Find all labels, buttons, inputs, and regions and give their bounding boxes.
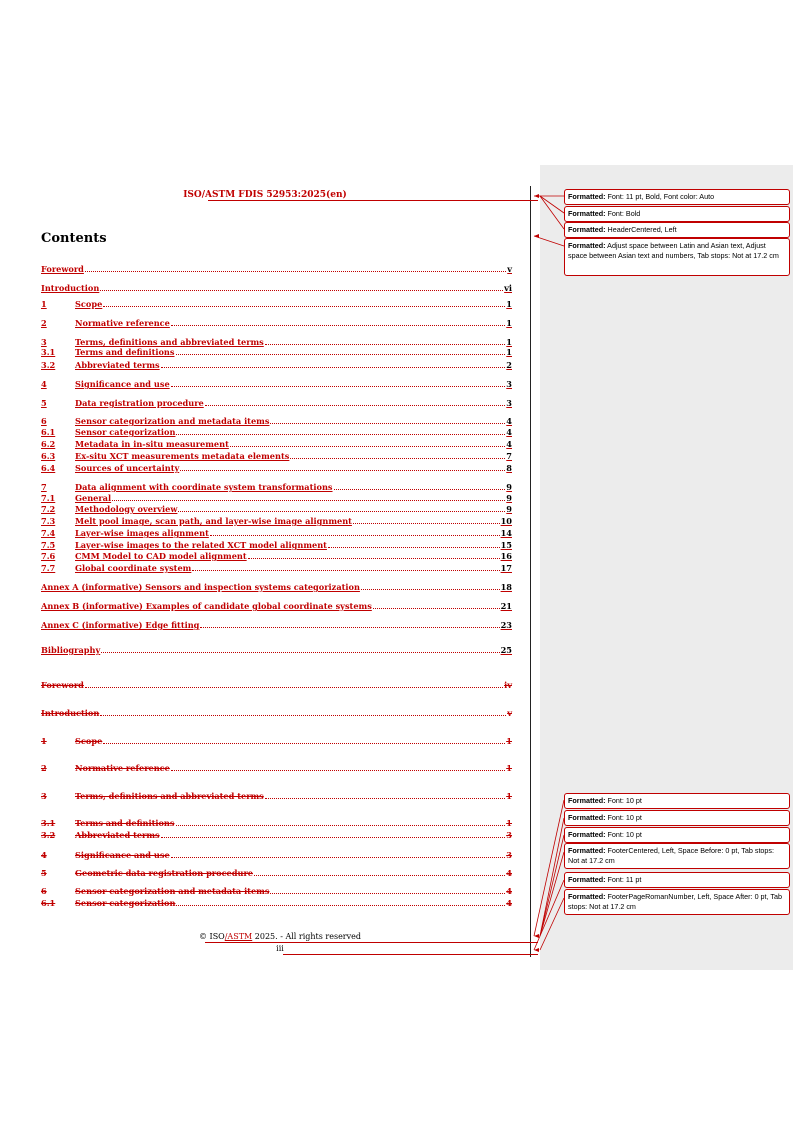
balloon-label: Formatted: bbox=[568, 225, 606, 234]
toc-entry-title: Abbreviated terms bbox=[75, 830, 160, 840]
toc-entry-title: CMM Model to CAD model alignment bbox=[75, 551, 247, 561]
toc-entry-page: 16 bbox=[500, 551, 512, 561]
connector-line bbox=[540, 196, 564, 229]
balloon-text: Font: 10 pt bbox=[605, 830, 642, 839]
footer-rights: 2025. - All rights reserved bbox=[252, 932, 362, 941]
toc-entry-number: 6.3 bbox=[41, 451, 56, 461]
toc-entry-title: Annex B (informative) Examples of candidate global coordinate systems bbox=[41, 601, 372, 611]
connector-line bbox=[540, 835, 564, 936]
toc-entry-page: 14 bbox=[500, 528, 512, 538]
toc-entry-number: 7.3 bbox=[41, 516, 56, 526]
toc-entry-page: 7 bbox=[506, 451, 512, 461]
toc-entry-title: Annex A (informative) Sensors and inspection systems categorization bbox=[41, 582, 360, 592]
toc-entry-page: 17 bbox=[500, 563, 512, 573]
toc-entry-page: 3 bbox=[506, 379, 512, 389]
toc-entry-title: Abbreviated terms bbox=[75, 360, 160, 370]
balloon-label: Formatted: bbox=[568, 830, 606, 839]
toc-entry-number: 3.1 bbox=[41, 347, 56, 357]
toc-entry-number: 5 bbox=[41, 868, 47, 878]
toc-entry-title: Terms, definitions and abbreviated terms bbox=[75, 791, 264, 801]
toc-entry-title: Metadata in in-situ measurement bbox=[75, 439, 229, 449]
footer-inserted-text: /ASTM bbox=[224, 932, 253, 941]
connector-arrow bbox=[534, 194, 539, 198]
toc-entry-number: 5 bbox=[41, 398, 47, 408]
toc-entry-title: Terms and definitions bbox=[75, 347, 175, 357]
toc-entry-page: 9 bbox=[506, 482, 512, 492]
toc-entry-title: Layer-wise images to the related XCT model alignment bbox=[75, 540, 327, 550]
toc-entry-page: 4 bbox=[506, 886, 512, 896]
toc-entry-title: Layer-wise images alignment bbox=[75, 528, 209, 538]
balloon-text: Font: 10 pt bbox=[605, 813, 642, 822]
balloon-label: Formatted: bbox=[568, 892, 606, 901]
toc-entry-title: Bibliography bbox=[41, 645, 101, 655]
connector-arrow bbox=[534, 234, 539, 238]
toc-entry-number: 3 bbox=[41, 791, 47, 801]
toc-entry-title: Significance and use bbox=[75, 850, 170, 860]
toc-entry-title: Terms, definitions and abbreviated terms bbox=[75, 337, 264, 347]
balloon-text: Font: 10 pt bbox=[605, 796, 642, 805]
toc-entry-page: 23 bbox=[500, 620, 512, 630]
toc-entry-page: vi bbox=[504, 283, 512, 293]
balloon-text: Font: Bold bbox=[605, 209, 641, 218]
toc-entry-page: 3 bbox=[506, 398, 512, 408]
toc-entry-number: 3.2 bbox=[41, 360, 56, 370]
toc-entry-number: 6.1 bbox=[41, 898, 56, 908]
toc-entry-number: 7.6 bbox=[41, 551, 56, 561]
toc-entry-title: Significance and use bbox=[75, 379, 170, 389]
toc-entry-number: 6.2 bbox=[41, 439, 56, 449]
toc-entry-page: 3 bbox=[506, 830, 512, 840]
toc-entry-number: 4 bbox=[41, 379, 47, 389]
toc-entry-number: 6 bbox=[41, 416, 47, 426]
toc-entry-number: 6.4 bbox=[41, 463, 56, 473]
toc-entry-page: 1 bbox=[506, 337, 512, 347]
toc-entry-number: 6.1 bbox=[41, 427, 56, 437]
toc-entry-page: 1 bbox=[506, 347, 512, 357]
toc-entry-number: 2 bbox=[41, 763, 47, 773]
toc-entry-number: 7 bbox=[41, 482, 47, 492]
toc-entry-number: 7.4 bbox=[41, 528, 56, 538]
toc-entry-page: 9 bbox=[506, 493, 512, 503]
balloon-label: Formatted: bbox=[568, 875, 606, 884]
toc-entry-title: Annex C (informative) Edge fitting bbox=[41, 620, 200, 630]
balloon-text: Font: 11 pt, Bold, Font color: Auto bbox=[605, 192, 715, 201]
toc-entry-title: Global coordinate system bbox=[75, 563, 192, 573]
toc-entry-page: 4 bbox=[506, 868, 512, 878]
toc-entry-number: 7.2 bbox=[41, 504, 56, 514]
toc-entry-number: 1 bbox=[41, 299, 47, 309]
toc-entry-page: 9 bbox=[506, 504, 512, 514]
toc-entry-title: Normative reference bbox=[75, 763, 170, 773]
toc-entry-page: 1 bbox=[506, 299, 512, 309]
connector-arrow bbox=[534, 934, 539, 938]
balloon-label: Formatted: bbox=[568, 846, 606, 855]
balloon-label: Formatted: bbox=[568, 241, 606, 250]
connector-line bbox=[540, 196, 564, 213]
toc-entry-number: 6 bbox=[41, 886, 47, 896]
toc-entry-title: Introduction bbox=[41, 283, 100, 293]
balloon-label: Formatted: bbox=[568, 796, 606, 805]
toc-entry-title: Introduction bbox=[41, 708, 100, 718]
toc-entry-number: 3 bbox=[41, 337, 47, 347]
toc-entry-title: Scope bbox=[75, 299, 103, 309]
balloon-text: FooterPageRomanNumber, Left, Space After: 0 pt, Tab stops: Not at 17.2 cm bbox=[568, 892, 783, 911]
balloon-label: Formatted: bbox=[568, 209, 606, 218]
toc-entry-title: Scope bbox=[75, 736, 103, 746]
balloon-text: FooterCentered, Left, Space Before: 0 pt, Tab stops: Not at 17.2 cm bbox=[568, 846, 775, 865]
balloon-text: Font: 11 pt bbox=[605, 875, 642, 884]
toc-entry-title: Data alignment with coordinate system transformations bbox=[75, 482, 333, 492]
toc-entry-page: 21 bbox=[500, 601, 512, 611]
toc-entry-title: Foreword bbox=[41, 680, 84, 690]
toc-entry-title: Sensor categorization and metadata items bbox=[75, 886, 270, 896]
toc-entry-page: 1 bbox=[506, 791, 512, 801]
toc-entry-page: v bbox=[507, 264, 512, 274]
toc-entry-page: iv bbox=[504, 680, 512, 690]
toc-entry-number: 2 bbox=[41, 318, 47, 328]
toc-entry-page: 4 bbox=[506, 439, 512, 449]
balloon-label: Formatted: bbox=[568, 192, 606, 201]
toc-entry-number: 3.2 bbox=[41, 830, 56, 840]
toc-entry-title: Geometric data registration procedure bbox=[75, 868, 253, 878]
toc-entry-title: Sensor categorization and metadata items bbox=[75, 416, 270, 426]
toc-entry-page: 2 bbox=[506, 360, 512, 370]
toc-entry-page: 15 bbox=[500, 540, 512, 550]
toc-entry-page: 25 bbox=[500, 645, 512, 655]
toc-entry-title: Normative reference bbox=[75, 318, 170, 328]
toc-entry-page: 1 bbox=[506, 736, 512, 746]
toc-entry-title: Foreword bbox=[41, 264, 84, 274]
toc-entry-title: Methodology overview bbox=[75, 504, 178, 514]
toc-entry-page: 1 bbox=[506, 818, 512, 828]
toc-entry-page: 4 bbox=[506, 427, 512, 437]
balloon-text: HeaderCentered, Left bbox=[605, 225, 677, 234]
toc-entry-title: Sources of uncertainty bbox=[75, 463, 180, 473]
toc-entry-page: 4 bbox=[506, 898, 512, 908]
toc-entry-page: 18 bbox=[500, 582, 512, 592]
toc-entry-title: Sensor categorization bbox=[75, 898, 176, 908]
balloon-text: Adjust space between Latin and Asian text, Adjust space between Asian text and numbers, Tab stops: Not at 17.2 cm bbox=[568, 241, 779, 260]
toc-entry-number: 1 bbox=[41, 736, 47, 746]
connector-line bbox=[540, 818, 564, 936]
toc-entry-page: 1 bbox=[506, 318, 512, 328]
toc-entry-page: 3 bbox=[506, 850, 512, 860]
toc-entry-title: Terms and definitions bbox=[75, 818, 175, 828]
toc-entry-page: 8 bbox=[506, 463, 512, 473]
toc-entry-page: v bbox=[507, 708, 512, 718]
toc-entry-title: Melt pool image, scan path, and layer-wise image alignment bbox=[75, 516, 352, 526]
page-header[interactable]: ISO/ASTM FDIS 52953:2025(en) bbox=[183, 190, 347, 200]
toc-entry-title: Sensor categorization bbox=[75, 427, 176, 437]
toc-entry-page: 1 bbox=[506, 763, 512, 773]
toc-entry-number: 3.1 bbox=[41, 818, 56, 828]
balloon-label: Formatted: bbox=[568, 813, 606, 822]
toc-entry-title: Ex-situ XCT measurements metadata elements bbox=[75, 451, 290, 461]
toc-entry-number: 7.5 bbox=[41, 540, 56, 550]
toc-entry-title: Data registration procedure bbox=[75, 398, 204, 408]
footer-copyright: © ISO bbox=[198, 932, 225, 941]
toc-entry-number: 4 bbox=[41, 850, 47, 860]
toc-entry-title: General bbox=[75, 493, 112, 503]
toc-entry-page: 4 bbox=[506, 416, 512, 426]
page-number: iii bbox=[276, 944, 284, 953]
toc-entry-number: 7.7 bbox=[41, 563, 56, 573]
contents-heading: Contents bbox=[41, 231, 107, 246]
toc-entry-number: 7.1 bbox=[41, 493, 56, 503]
toc-entry-page: 10 bbox=[500, 516, 512, 526]
